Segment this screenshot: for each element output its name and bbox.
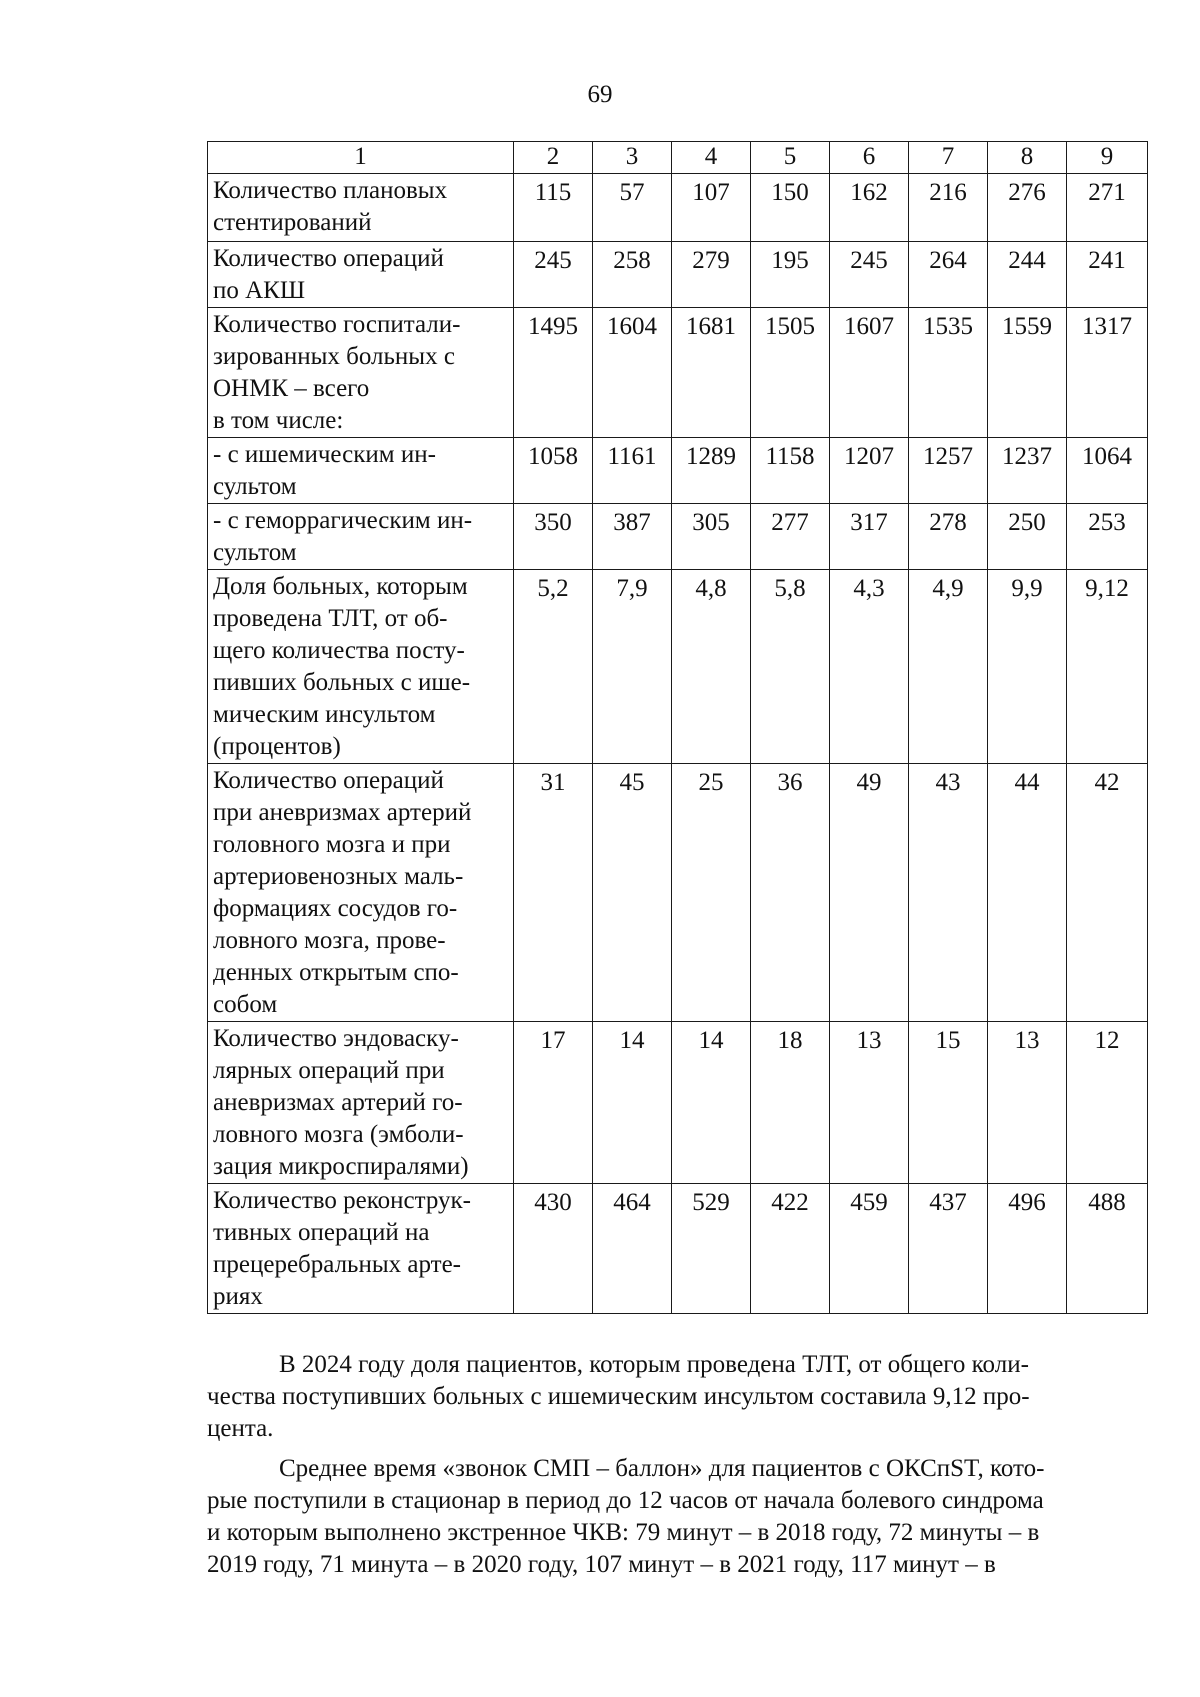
table-cell: 14 <box>672 1022 751 1184</box>
table-cell: 1607 <box>830 308 909 438</box>
table-cell: 9,12 <box>1067 570 1148 764</box>
table-cell: 1064 <box>1067 438 1148 504</box>
table-cell: 18 <box>751 1022 830 1184</box>
table-cell: 244 <box>988 242 1067 308</box>
table-header-cell: 2 <box>514 142 593 174</box>
table-cell: 5,2 <box>514 570 593 764</box>
table-cell: 271 <box>1067 174 1148 242</box>
table-cell: 1289 <box>672 438 751 504</box>
table-cell: 17 <box>514 1022 593 1184</box>
table-row <box>208 504 1148 570</box>
paragraph: В 2024 году доля пациентов, которым проведена ТЛТ, от общего коли- чества поступивших больных с ишемическим инсультом составила 9,12 про- цента. <box>207 1351 1030 1442</box>
paragraph: Среднее время «звонок СМП – баллон» для пациентов с ОКСпST, кото- рые поступили в стационар в период до 12 часов от начала болевого синдрома и которым выполнено экстренное ЧКВ: 79 минут – в 2018 году, 72 минуты – в 2019 году, 71 минута – в 2020 году, 107 минут – в 2021 году, 117 минут – в <box>207 1455 1045 1578</box>
table-cell: 253 <box>1067 504 1148 570</box>
table-cell: 4,3 <box>830 570 909 764</box>
table-cell: 459 <box>830 1184 909 1314</box>
table-header-row <box>208 142 1148 174</box>
table-cell: 107 <box>672 174 751 242</box>
table-cell: 31 <box>514 764 593 1022</box>
table-cell: 162 <box>830 174 909 242</box>
table-cell: 115 <box>514 174 593 242</box>
row-label-cell <box>208 1184 514 1314</box>
table-row <box>208 1184 1148 1314</box>
table-cell: 1495 <box>514 308 593 438</box>
table-cell: 1317 <box>1067 308 1148 438</box>
table-cell: 57 <box>593 174 672 242</box>
table-cell: 9,9 <box>988 570 1067 764</box>
table-cell: 245 <box>830 242 909 308</box>
table-cell: 150 <box>751 174 830 242</box>
table-cell: 44 <box>988 764 1067 1022</box>
table-cell: 1207 <box>830 438 909 504</box>
table-cell: 195 <box>751 242 830 308</box>
table-cell: 25 <box>672 764 751 1022</box>
page-number: 69 <box>587 81 613 108</box>
table-cell: 387 <box>593 504 672 570</box>
table-cell: 305 <box>672 504 751 570</box>
table-cell: 317 <box>830 504 909 570</box>
table-cell: 4,8 <box>672 570 751 764</box>
table-header-cell: 4 <box>672 142 751 174</box>
table-cell: 7,9 <box>593 570 672 764</box>
table-cell: 1237 <box>988 438 1067 504</box>
row-label: Количество реконструк- тивных операций на прецеребральных арте- риях <box>213 1187 471 1310</box>
row-label-cell <box>208 174 514 242</box>
table-body <box>208 142 1148 1314</box>
table-cell: 488 <box>1067 1184 1148 1314</box>
body-text <box>207 1349 1147 1581</box>
table-header-cell: 3 <box>593 142 672 174</box>
table-cell: 1681 <box>672 308 751 438</box>
table-cell: 464 <box>593 1184 672 1314</box>
table-cell: 5,8 <box>751 570 830 764</box>
table-cell: 12 <box>1067 1022 1148 1184</box>
row-label-cell <box>208 242 514 308</box>
table-cell: 277 <box>751 504 830 570</box>
table-cell: 1604 <box>593 308 672 438</box>
table-cell: 4,9 <box>909 570 988 764</box>
table-cell: 529 <box>672 1184 751 1314</box>
table-row <box>208 242 1148 308</box>
table-cell: 45 <box>593 764 672 1022</box>
row-label-cell <box>208 764 514 1022</box>
row-label-cell <box>208 504 514 570</box>
table-cell: 14 <box>593 1022 672 1184</box>
table-header-cell: 5 <box>751 142 830 174</box>
table-row <box>208 438 1148 504</box>
table-cell: 1535 <box>909 308 988 438</box>
table-cell: 216 <box>909 174 988 242</box>
table-cell: 1559 <box>988 308 1067 438</box>
table-header-cell: 7 <box>909 142 988 174</box>
table-header-cell: 6 <box>830 142 909 174</box>
table-cell: 15 <box>909 1022 988 1184</box>
table-cell: 278 <box>909 504 988 570</box>
row-label-cell <box>208 438 514 504</box>
table-cell: 437 <box>909 1184 988 1314</box>
table-cell: 36 <box>751 764 830 1022</box>
row-label: Количество операций при аневризмах артерий головного мозга и при артериовенозных маль- формациях сосудов го- ловного мозга, прове- денных открытым спо- собом <box>213 767 472 1018</box>
row-label-cell <box>208 1022 514 1184</box>
table-header-cell: 9 <box>1067 142 1148 174</box>
row-label: Количество операций по АКШ <box>213 245 444 304</box>
row-label: - с ишемическим ин- сультом <box>213 441 436 500</box>
table-cell: 13 <box>988 1022 1067 1184</box>
row-label-cell <box>208 308 514 438</box>
row-label: - с геморрагическим ин- сультом <box>213 507 473 566</box>
row-label: Количество эндоваску- лярных операций при аневризмах артерий го- ловного мозга (эмболи- зация микроспиралями) <box>213 1025 469 1180</box>
table-cell: 430 <box>514 1184 593 1314</box>
table-cell: 42 <box>1067 764 1148 1022</box>
table-header-cell: 1 <box>208 142 514 174</box>
table-row <box>208 1022 1148 1184</box>
table-cell: 264 <box>909 242 988 308</box>
table-cell: 279 <box>672 242 751 308</box>
table-cell: 241 <box>1067 242 1148 308</box>
table-cell: 1058 <box>514 438 593 504</box>
table-cell: 258 <box>593 242 672 308</box>
table-row <box>208 308 1148 438</box>
table-header-cell: 8 <box>988 142 1067 174</box>
table-cell: 13 <box>830 1022 909 1184</box>
table-cell: 1505 <box>751 308 830 438</box>
table-cell: 1158 <box>751 438 830 504</box>
table-cell: 496 <box>988 1184 1067 1314</box>
row-label: Количество госпитали- зированных больных с ОНМК – всего в том числе: <box>213 311 461 434</box>
row-label: Количество плановых стентирований <box>213 177 448 236</box>
table-cell: 250 <box>988 504 1067 570</box>
table-cell: 1161 <box>593 438 672 504</box>
table-cell: 422 <box>751 1184 830 1314</box>
row-label-cell <box>208 570 514 764</box>
statistics-table <box>207 141 1148 1314</box>
table-cell: 49 <box>830 764 909 1022</box>
table-row <box>208 174 1148 242</box>
table-cell: 43 <box>909 764 988 1022</box>
table-cell: 350 <box>514 504 593 570</box>
table-row <box>208 570 1148 764</box>
table-cell: 276 <box>988 174 1067 242</box>
table-cell: 1257 <box>909 438 988 504</box>
table-row <box>208 764 1148 1022</box>
table-cell: 245 <box>514 242 593 308</box>
row-label: Доля больных, которым проведена ТЛТ, от об- щего количества посту- пивших больных с ише- мическим инсультом (процентов) <box>213 573 471 760</box>
